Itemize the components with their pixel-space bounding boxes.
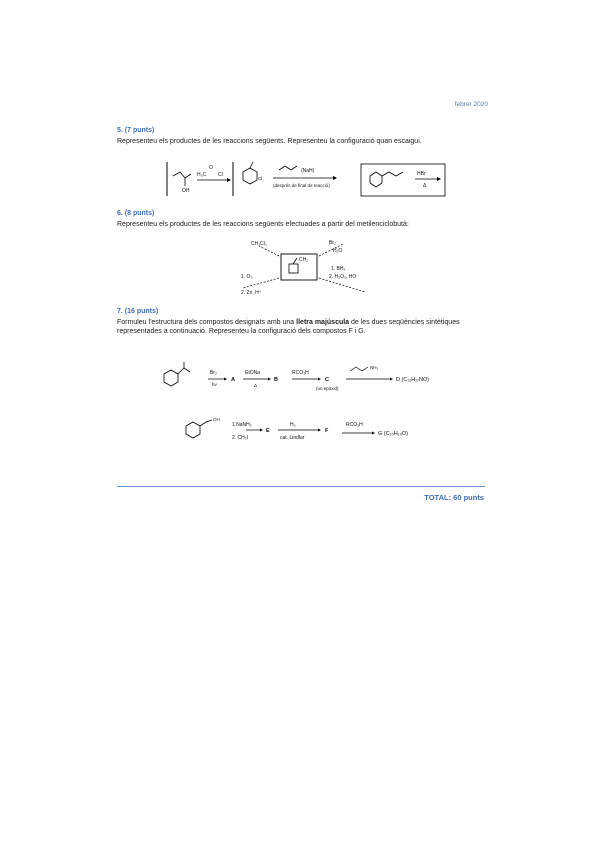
s1-B: B [274,377,278,383]
r1-oh: OH [182,188,190,194]
header-date: febrer 2020 [454,101,488,108]
question-5-heading: 5. (7 punts) [117,127,155,134]
question-7-sequence-1 [158,362,478,396]
s2-G: G (C₁₀H₁₀O) [378,431,408,437]
br-reagent2: 2. H₂O₂, HO⁻ [329,274,359,280]
question-7-text: Formuleu l'estructura dels compostos designats amb una lletra majúscula de les dues seqüències sintètiques representades a continuació. Representeu la configuració dels compostos F i G. [117,319,460,335]
s1-A: A [231,377,235,383]
s2-E: E [266,428,270,434]
s2-r1: 1.NaNH₂ [232,422,252,428]
center-label: CH₂ [299,257,309,263]
r2-note: (després de final de reacció) [273,183,330,188]
r1-reagent2: Cl [218,172,223,178]
bl-reagent2: 2. Zn, H⁺ [241,290,262,296]
question-5-text: Representeu els productes de les reaccions següents. Representeu la configuració quan escaigui. [117,138,422,145]
s1-r1b: hν [212,382,217,387]
s1-c-note: (un epòxid) [316,386,339,391]
question-6-heading: 6. (8 punts) [117,210,155,217]
s1-D: D (C₁₂H₁₇NO) [396,377,430,383]
tr-reagent2: H₂O [333,248,343,254]
s1-C: C [325,377,329,383]
s2-r2: H₂ [290,422,296,428]
question-7-sequence-2 [180,412,440,446]
question-6-scheme [225,234,375,298]
s1-r3: RCO₃H [292,370,309,376]
s2-F: F [325,428,329,434]
r3-reagent: HBr [417,171,426,177]
s2-r1b: 2. CH₃I [232,435,249,441]
s1-r1: Br₂ [210,370,217,376]
svg-text:NH₂: NH₂ [370,365,379,370]
s1-r2b: Δ [254,383,258,388]
question-7-heading: 7. (16 punts) [117,308,159,315]
tr-reagent1: Br₂ [329,240,336,246]
br-reagent1: 1. BH₃ [331,266,346,272]
r1-reagent: H₃C [197,172,207,178]
svg-text:Cl: Cl [258,176,263,181]
total-points: TOTAL: 60 punts [424,493,484,502]
r1-top: O [209,165,213,171]
question-5-reactions [165,160,455,200]
s2-r3: RCO₃H [346,422,363,428]
tl-reagent: CH₂Cl₂ [251,241,267,247]
r2-reagent: (NaH) [301,168,315,174]
question-6-text: Representeu els productes de les reaccions següents efectuades a partir del metilenciclobutà: [117,221,409,228]
r3-cond: Δ [423,183,427,189]
s1-r2: EtONa [245,370,261,376]
footer-rule [117,486,485,487]
bl-reagent1: 1. O₃ [241,274,253,280]
s2-oh: OH [213,417,220,422]
s2-r2b: cat. Lindlar [280,435,305,441]
